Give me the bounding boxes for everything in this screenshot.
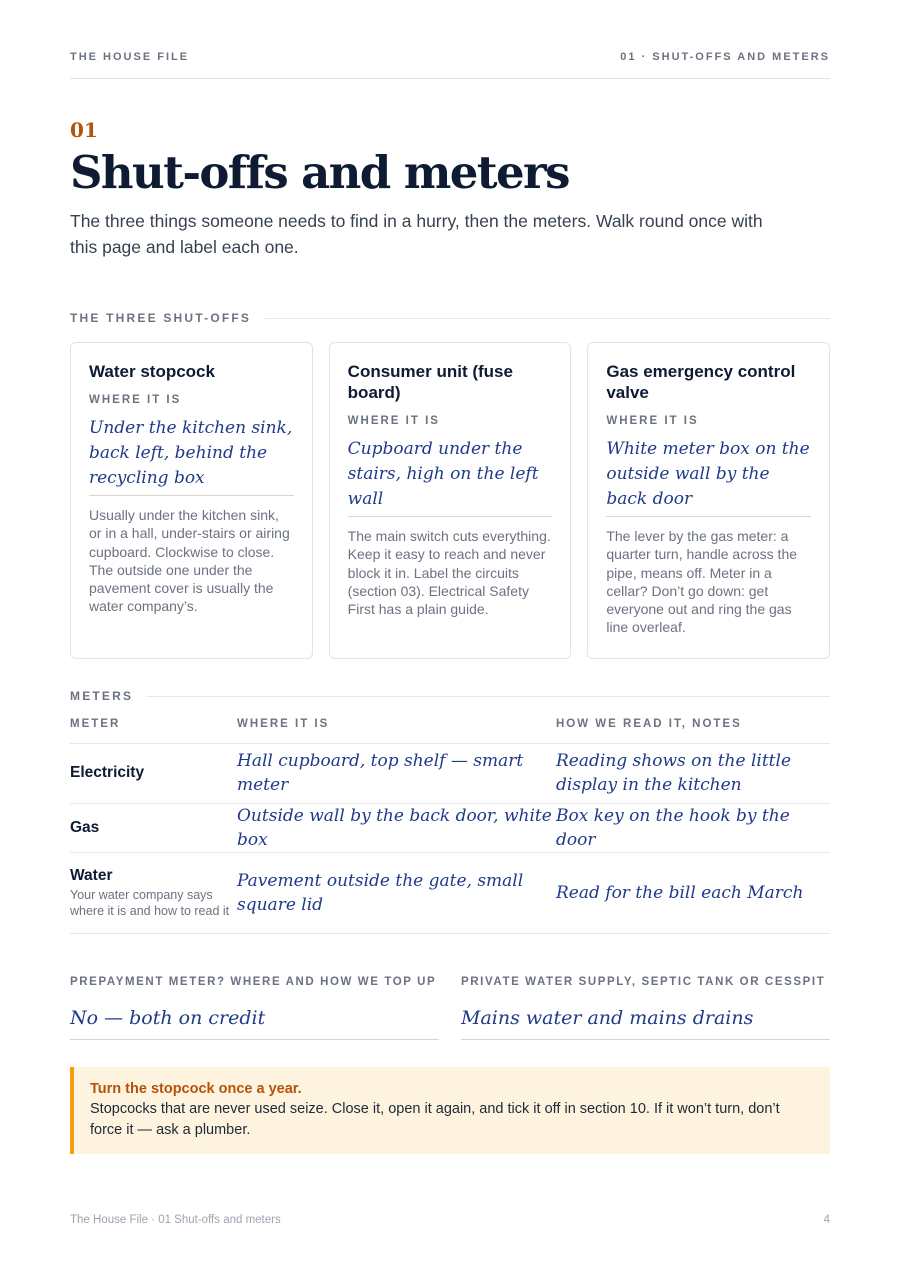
divider (265, 318, 830, 319)
notes-cell (556, 743, 830, 803)
meter-location-entry[interactable]: Pavement outside the gate, small square lid (237, 870, 524, 915)
private-supply-entry[interactable]: Mains water and mains drains (461, 996, 830, 1040)
meter-notes-entry[interactable]: Reading shows on the little display in the kitchen (556, 751, 792, 795)
card-note: The lever by the gas meter: a quarter turn, handle across the pipe, means off. Meter in a cellar? Don’t go down: get everyone out and ring the gas line overleaf. (606, 528, 798, 636)
card-title: Gas emergency control valve (606, 362, 796, 402)
field-label: PRIVATE WATER SUPPLY, SEPTIC TANK OR CESSPIT (461, 976, 826, 988)
table-row (70, 803, 830, 852)
meter-cell (70, 852, 237, 933)
page-footer (70, 1214, 830, 1226)
card-location-entry[interactable]: White meter box on the outside wall by the back door (606, 437, 811, 517)
meter-notes-entry[interactable]: Box key on the hook by the door (556, 805, 790, 850)
column-header-notes: HOW WE READ IT, NOTES (556, 718, 830, 743)
card-label: WHERE IT IS (347, 415, 440, 427)
meter-cell (70, 743, 237, 803)
page-number: 4 (823, 1214, 830, 1226)
meter-cell (70, 803, 237, 852)
running-header (70, 51, 830, 79)
meter-name: Gas (70, 818, 100, 836)
callout-text: Stopcocks that are never used seize. Close it, open it again, and tick it off in section 10. If it won’t turn, don’t force it — ask a plumber. (90, 1101, 780, 1138)
location-cell (237, 803, 556, 852)
meters-heading-label: METERS (70, 689, 134, 703)
meter-name: Water (70, 866, 113, 884)
meters-heading (70, 689, 830, 703)
running-header-title: THE HOUSE FILE (70, 51, 190, 63)
prepayment-entry[interactable]: No — both on credit (70, 996, 439, 1040)
section-number: 01 (70, 118, 98, 142)
meter-subnote: Your water company says where it is and how to read it (70, 887, 230, 918)
location-cell (237, 743, 556, 803)
meters-table (70, 718, 830, 934)
card-location-entry[interactable]: Cupboard under the stairs, high on the left wall (348, 437, 553, 517)
table-row (70, 852, 830, 933)
prepayment-field (70, 976, 439, 1040)
private-supply-field (461, 976, 830, 1040)
shutoffs-heading-label: THE THREE SHUT-OFFS (70, 311, 252, 325)
shutoffs-heading (70, 311, 830, 325)
notes-cell (556, 852, 830, 933)
shutoff-card-consumer-unit (329, 342, 572, 659)
stopcock-callout (70, 1067, 830, 1154)
meter-name: Electricity (70, 764, 145, 781)
intro-text: The three things someone needs to find in a hurry, then the meters. Walk round once with this page and label each one. (70, 211, 763, 257)
shutoff-card-water (70, 342, 313, 659)
card-label: WHERE IT IS (89, 394, 182, 406)
shutoff-card-gas (587, 342, 830, 659)
location-cell (237, 852, 556, 933)
card-note: Usually under the kitchen sink, or in a hall, under-stairs or airing cupboard. Clockwise to close. The outside one under the pavement cover is usually the water company’s. (89, 507, 290, 615)
meter-location-entry[interactable]: Hall cupboard, top shelf — smart meter (237, 751, 524, 795)
extra-fields (70, 976, 830, 1040)
running-header-section: 01 · SHUT-OFFS AND METERS (620, 51, 830, 63)
card-location-entry[interactable]: Under the kitchen sink, back left, behind the recycling box (89, 416, 294, 496)
table-header-row (70, 718, 830, 743)
page (70, 0, 830, 1273)
shutoff-cards (70, 342, 830, 659)
card-note: The main switch cuts everything. Keep it easy to reach and never block it in. Label the circuits (section 03). Electrical Safety First has a plain guide. (347, 528, 551, 618)
meter-notes-entry[interactable]: Read for the bill each March (556, 882, 804, 903)
divider (147, 696, 830, 697)
column-header-location: WHERE IT IS (237, 718, 556, 743)
callout-title: Turn the stopcock once a year. (90, 1081, 302, 1097)
field-label: PREPAYMENT METER? WHERE AND HOW WE TOP UP (70, 976, 437, 988)
card-label: WHERE IT IS (606, 415, 699, 427)
notes-cell (556, 803, 830, 852)
card-title: Water stopcock (89, 362, 215, 381)
footer-title: The House File · 01 Shut-offs and meters (70, 1214, 281, 1226)
meter-location-entry[interactable]: Outside wall by the back door, white box (237, 805, 552, 850)
column-header-meter: METER (70, 718, 237, 743)
page-title: Shut-offs and meters (70, 146, 569, 199)
card-title: Consumer unit (fuse board) (347, 362, 513, 402)
table-row (70, 743, 830, 803)
